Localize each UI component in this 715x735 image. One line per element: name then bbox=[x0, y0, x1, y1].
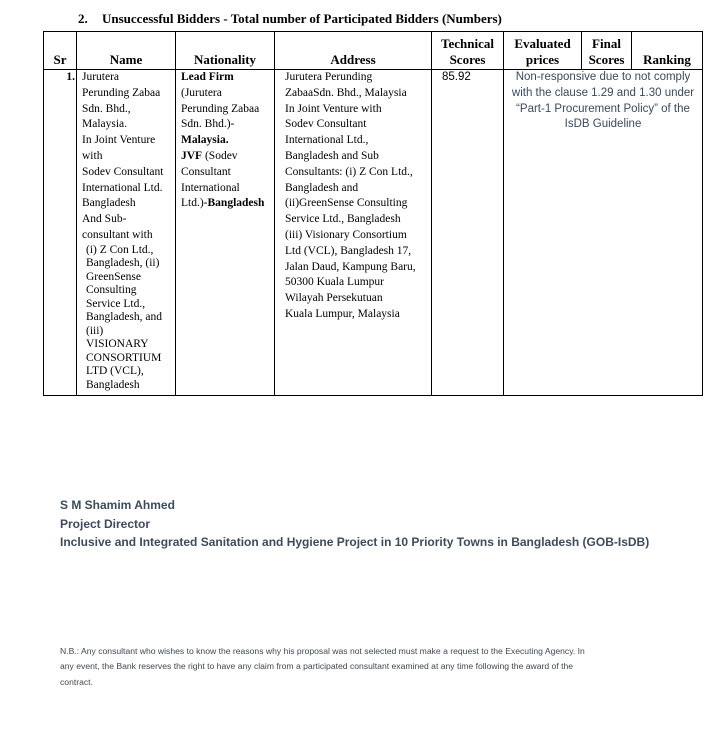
table-header-row bbox=[44, 32, 703, 70]
section-number: 2. bbox=[78, 11, 88, 26]
unsuccessful-bidders-table bbox=[43, 31, 703, 396]
header-ranking: Ranking bbox=[632, 32, 703, 70]
cell-evaluated-prices: Non-responsive due to not comply with the clause 1.29 and 1.30 under “Part-1 Procurement Policy” of the IsDB Guideline bbox=[504, 70, 703, 396]
cell-sr: 1. bbox=[44, 70, 77, 396]
header-nationality: Nationality bbox=[176, 32, 275, 70]
header-name: Name bbox=[77, 32, 176, 70]
header-evaluated-prices: Evaluated prices bbox=[504, 32, 582, 70]
footnote-line: contract. bbox=[60, 676, 93, 687]
cell-technical-score: 85.92 bbox=[432, 70, 504, 396]
header-final-scores: Final Scores bbox=[582, 32, 632, 70]
cell-bidder-name: Jurutera Perunding Zabaa Sdn. Bhd., Malaysia. In Joint Venture with Sodev Consultant International Ltd. Bangladesh And Sub- consultant with (i) Z Con Ltd., Bangladesh, (ii) GreenSense Consulting Service Ltd., Bangladesh, and (iii) VISIONARY CONSORTIUM LTD (VCL), Bangladesh bbox=[77, 70, 176, 396]
footnote-line: any event, the Bank reserves the right to have any claim from a participated consultant examined at any time following the award of the bbox=[60, 661, 574, 672]
table-row bbox=[44, 70, 703, 396]
signatory-name: S M Shamim Ahmed bbox=[60, 498, 175, 512]
signature-block bbox=[60, 496, 649, 552]
header-address: Address bbox=[275, 32, 432, 70]
section-title: Unsuccessful Bidders - Total number of Participated Bidders (Numbers) bbox=[102, 11, 502, 26]
project-name: Inclusive and Integrated Sanitation and Hygiene Project in 10 Priority Towns in Bangladesh (GOB-IsDB) bbox=[60, 535, 650, 549]
cell-address: Jurutera Perunding ZabaaSdn. Bhd., Malaysia In Joint Venture with Sodev Consultant International Ltd., Bangladesh and Sub Consultants: (i) Z Con Ltd., Bangladesh and (ii)GreenSense Consulting Service Ltd., Bangladesh (iii) Visionary Consortium Ltd (VCL), Bangladesh 17, Jalan Daud, Kampung Baru, 50300 Kuala Lumpur Wilayah Persekutuan Kuala Lumpur, Malaysia bbox=[275, 70, 432, 396]
cell-nationality: Lead Firm (Jurutera Perunding Zabaa Sdn. Bhd.)- Malaysia. JVF (Sodev Consultant International Ltd.)-Bangladesh bbox=[176, 70, 275, 396]
header-sr: Sr bbox=[44, 32, 77, 70]
header-technical-scores: Technical Scores bbox=[432, 32, 504, 70]
footnote-line: N.B.: Any consultant who wishes to know the reasons why his proposal was not selected must make a request to the Executing Agency. In bbox=[60, 646, 585, 656]
section-heading bbox=[78, 11, 502, 27]
signatory-designation: Project Director bbox=[60, 516, 151, 531]
footnote bbox=[60, 644, 650, 690]
